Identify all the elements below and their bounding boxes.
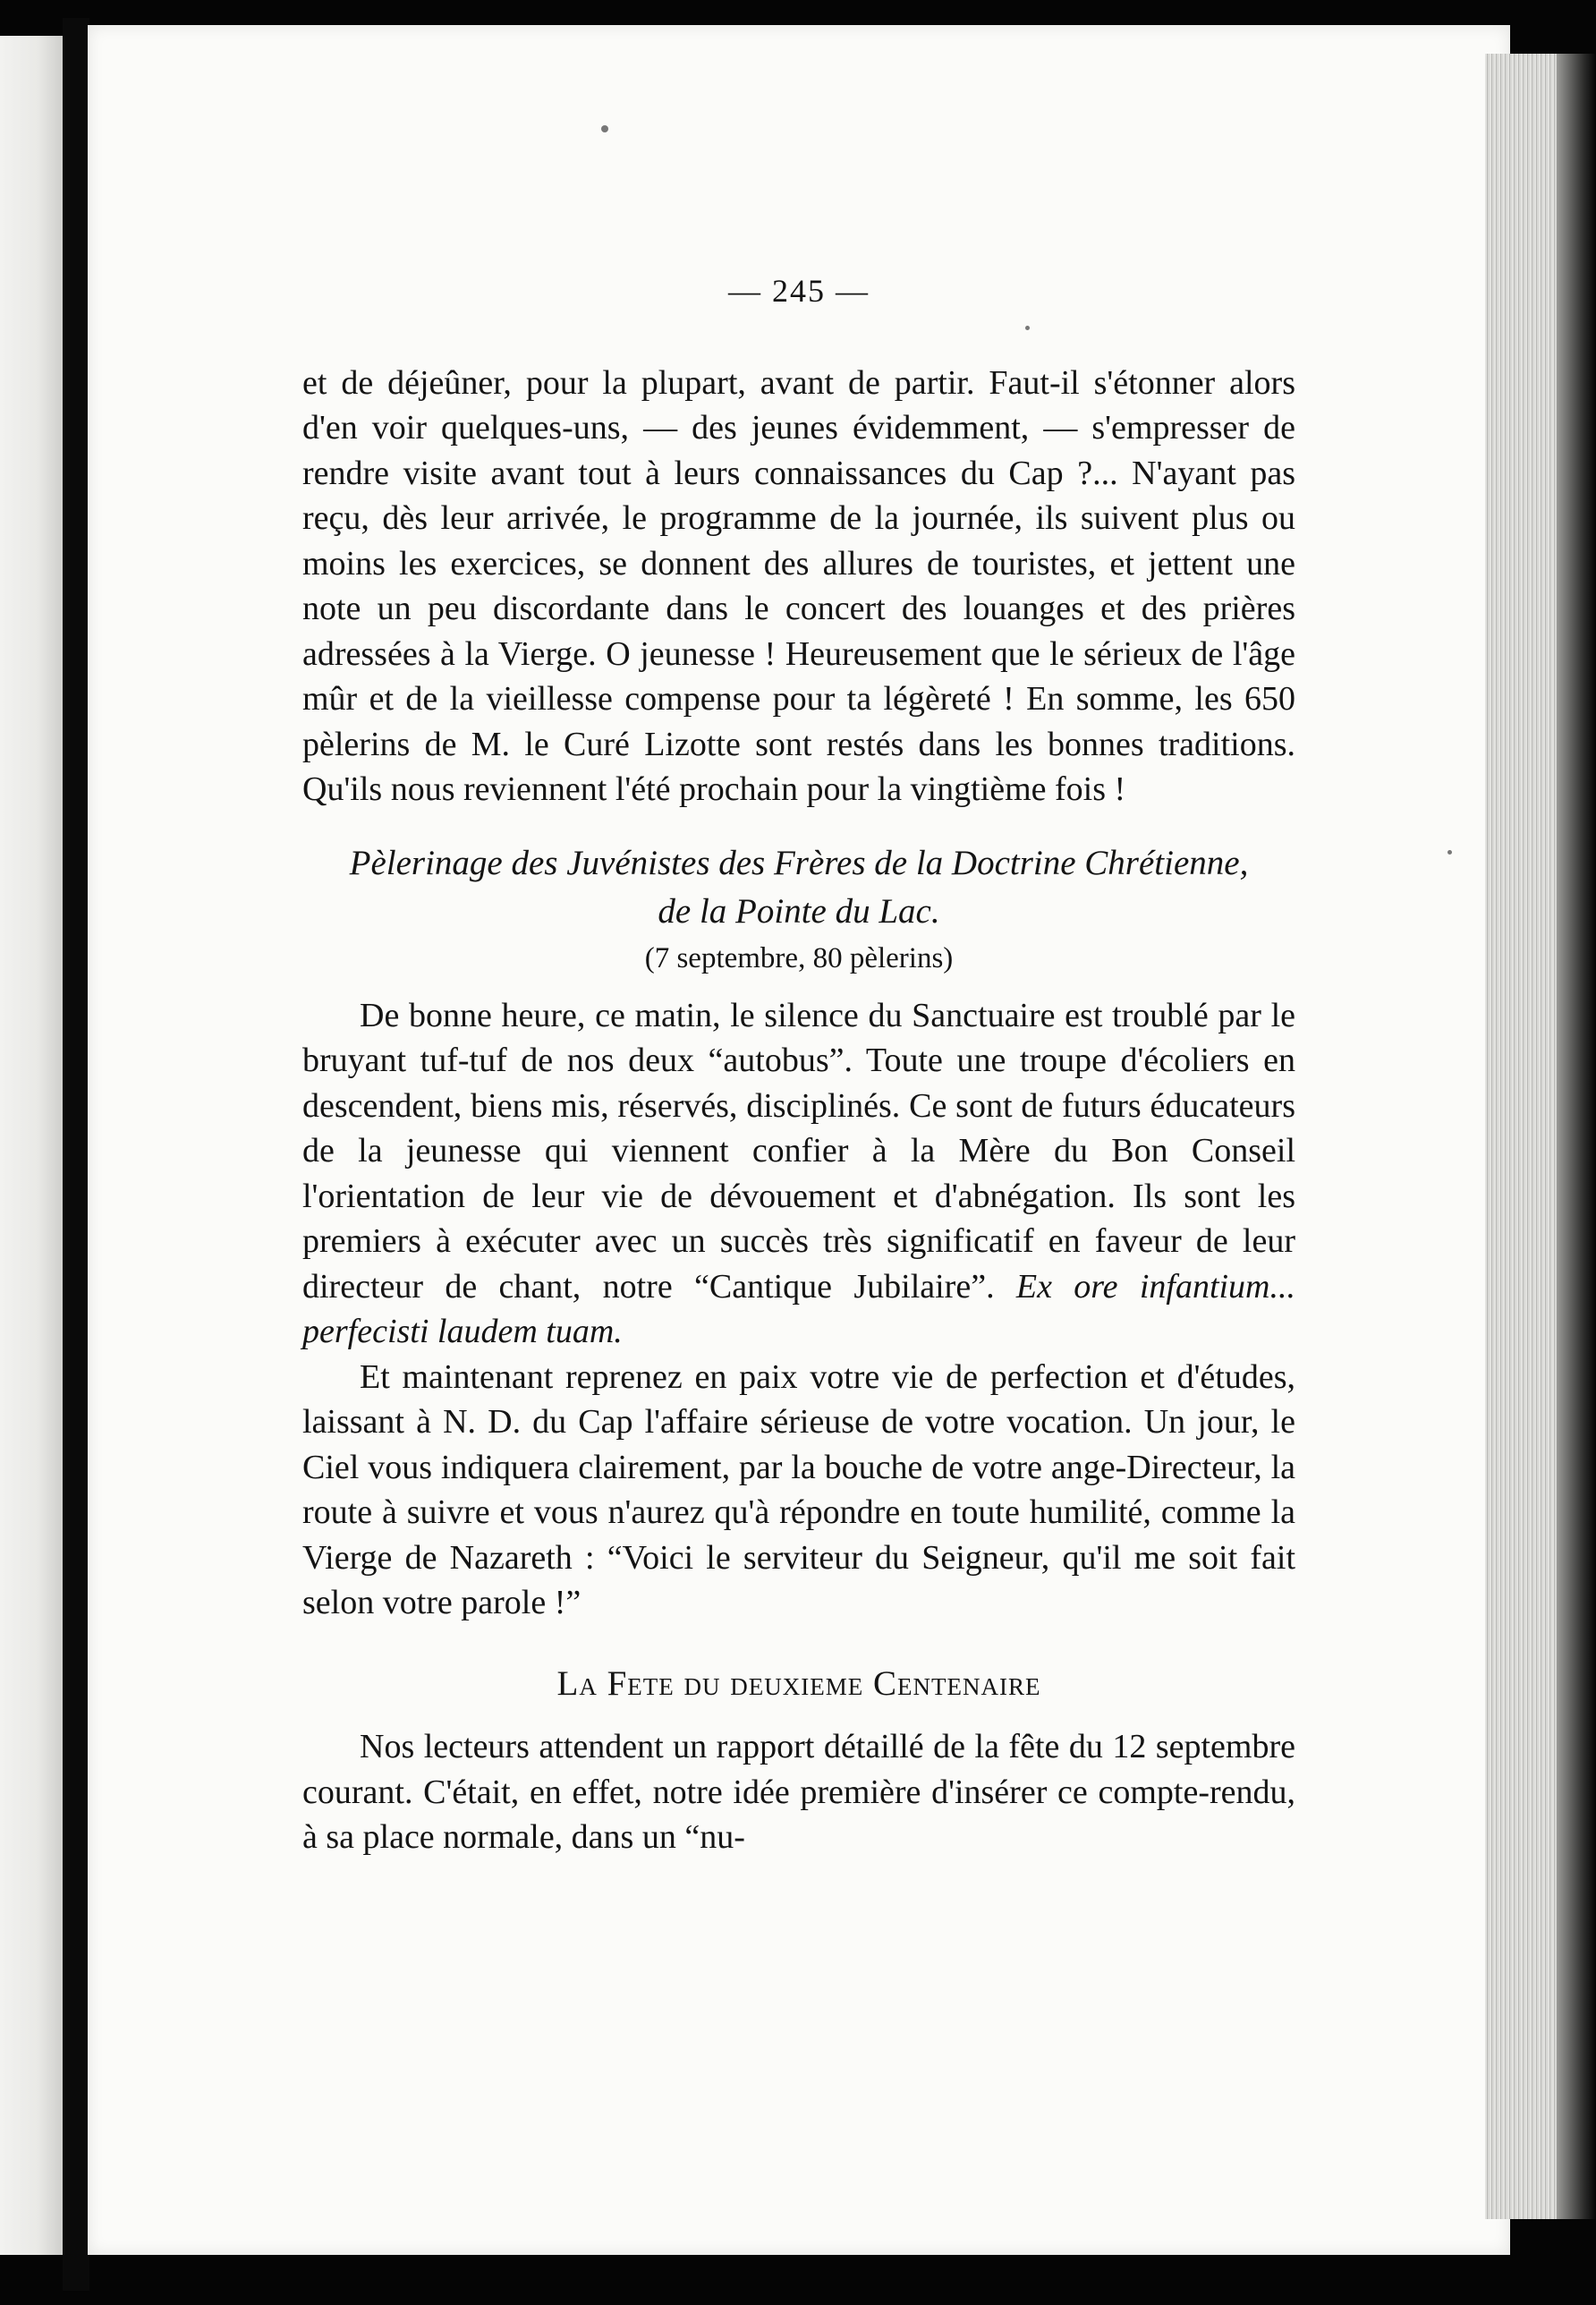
- dust-speck: [1447, 850, 1452, 855]
- latin-quote: Ex ore infantium... perfecisti laudem tuam.: [302, 1267, 1296, 1350]
- dust-speck: [601, 125, 608, 132]
- page-edge-shadow: [1557, 54, 1596, 2219]
- body-paragraph: et de déjeûner, pour la plupart, avant de partir. Faut-il s'étonner alors d'en voir quelques-uns, — des jeunes évidemment, — s'empresser de rendre visite avant tout à leurs connaissances du Cap ?... N'ayant pas reçu, dès leur arrivée, le programme de la journée, ils suivent plus ou moins les exercices, se donnent des allures de touristes, et jettent une note un peu discordante dans le concert des louanges et des prières adressées à la Vierge. O jeunesse ! Heureusement que le sérieux de l'âge mûr et de la vieillesse compense pour ta légèreté ! En somme, les 650 pèlerins de M. le Curé Lizotte sont restés dans les bonnes traditions. Qu'ils nous reviennent l'été prochain pour la vingtième fois !: [302, 363, 1295, 808]
- body-paragraph: Nos lecteurs attendent un rapport détaillé de la fête du 12 septembre courant. C'était, en effet, notre idée première d'insérer ce compte-rendu, à sa place normale, dans un “nu-: [302, 1728, 1295, 1856]
- section-subheading: (7 septembre, 80 pèlerins): [644, 941, 954, 974]
- adjacent-page-edge: [0, 36, 63, 2255]
- section-heading: La Fete du deuxieme Centenaire: [556, 1663, 1041, 1703]
- body-paragraph: [302, 993, 1295, 1355]
- paragraph-text: De bonne heure, ce matin, le silence du Sanctuaire est troublé par le bruyant tuf-tuf de nos deux “autobus”. Toute une troupe d'écoliers en descendent, biens mis, réservés, disciplinés. Ce sont de futurs éducateurs de la jeunesse qui viennent confier à la Mère du Bon Conseil l'orientation de leur vie de dévouement et d'abnégation. Ils sont les premiers à exécuter avec un succès très significatif en faveur de leur directeur de chant, notre “Cantique Jubilaire”.: [302, 996, 1295, 1306]
- page-number: — 245 —: [728, 273, 870, 309]
- section-heading: Pèlerinage des Juvénistes des Frères de la Doctrine Chrétienne, de la Pointe du Lac.: [349, 843, 1249, 931]
- book-gutter: [63, 18, 89, 2291]
- body-paragraph: Et maintenant reprenez en paix votre vie de perfection et d'études, laissant à N. D. du Cap l'affaire sérieuse de votre vocation. Un jour, le Ciel vous indiquera clairement, par la bouche de votre ange-Directeur, la route à suivre et vous n'aurez qu'à répondre en toute humilité, comme la Vierge de Nazareth : “Voici le serviteur du Seigneur, qu'il me soit fait selon votre parole !”: [302, 1357, 1295, 1621]
- page-text-block: [302, 268, 1295, 1860]
